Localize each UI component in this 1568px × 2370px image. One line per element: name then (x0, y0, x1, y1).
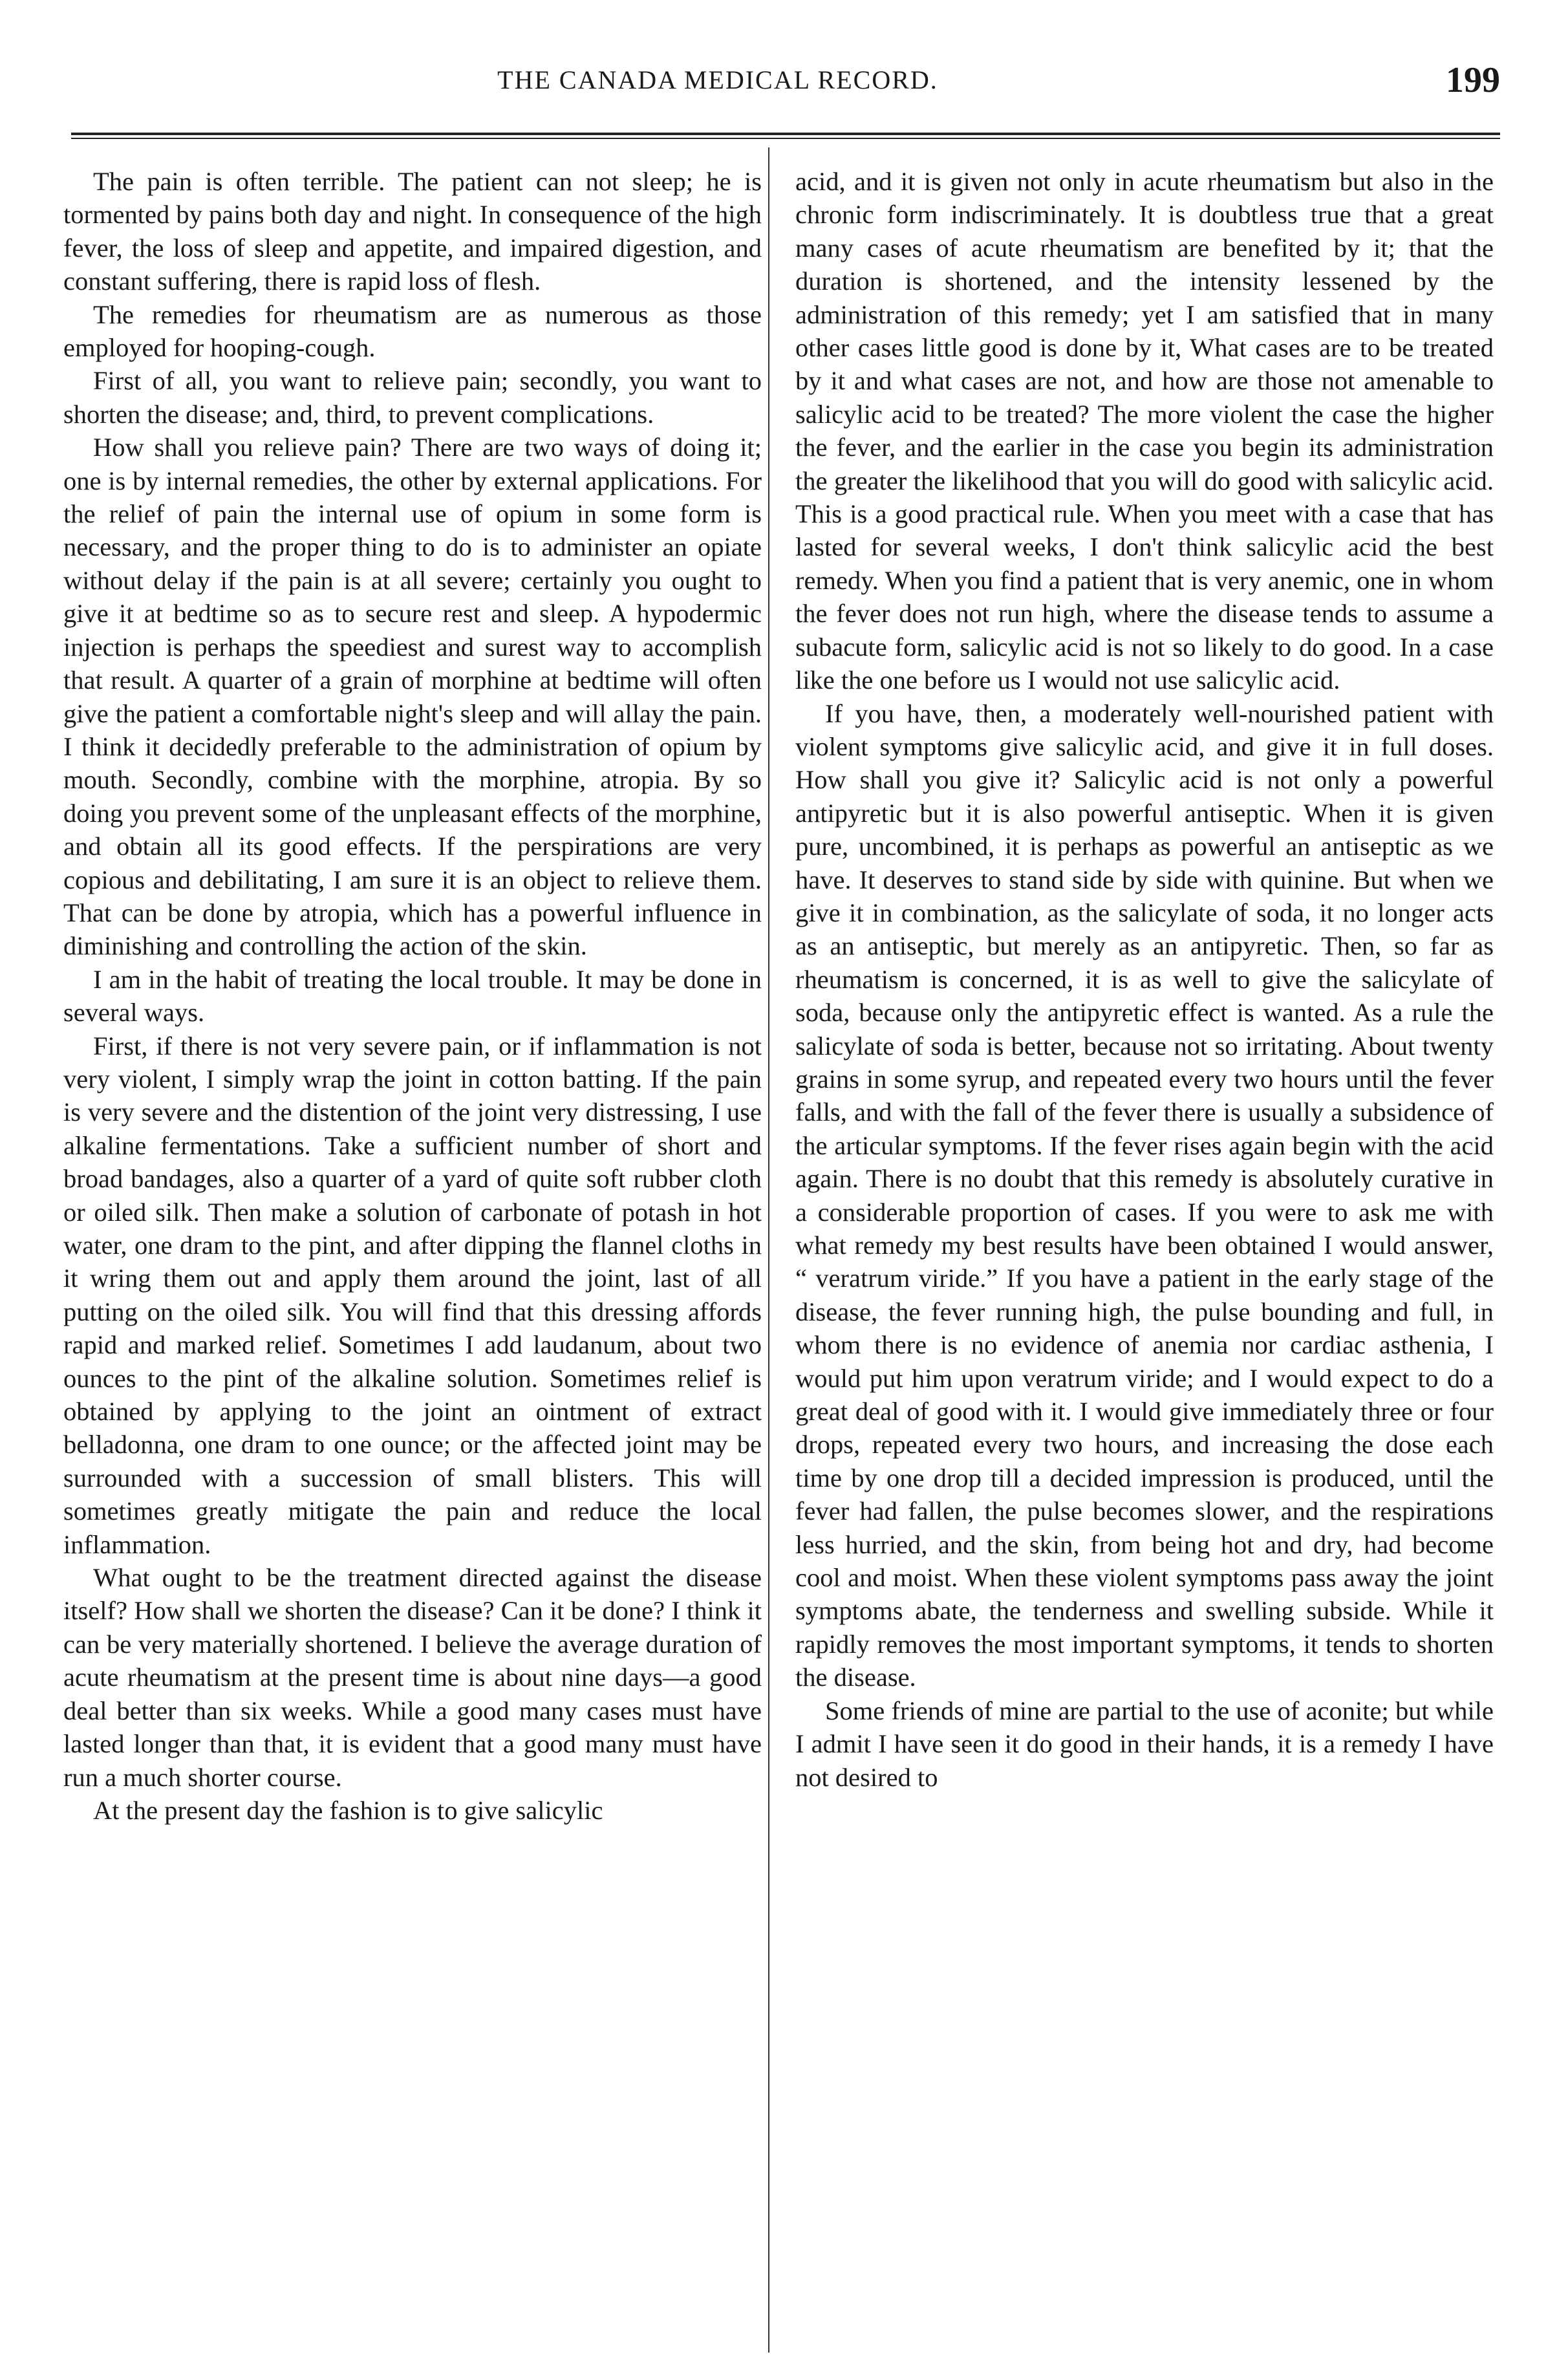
column-divider (768, 147, 769, 2353)
journal-title: THE CANADA MEDICAL RECORD. (497, 65, 938, 94)
header-rule-thick (71, 133, 1500, 135)
paragraph: If you have, then, a moderately well-nourished patient with violent symptoms give salicylic acid, and give it in full doses. How shall you give it? Salicylic acid is not only a powerful antipyretic but it is also powerful antiseptic. When it is given pure, uncombined, it is perhaps as powerful an antiseptic as we have. It deserves to stand side by side with quinine. But when we give it in combination, as the salicylate of soda, it no longer acts as an antiseptic, but merely as an antipyretic. Then, so far as rheumatism is concerned, it is as well to give the salicylate of soda, because only the antipyretic effect is wanted. As a rule the salicylate of soda is better, because not so irritating. About twenty grains in some syrup, and repeated every two hours until the fever falls, and with the fall of the fever there is usually a subsidence of the articular symptoms. If the fever rises again begin with the acid again. There is no doubt that this remedy is absolutely curative in a considerable proportion of cases. If you were to ask me with what remedy my best results have been obtained I would answer, “ veratrum viride.” If you have a patient in the early stage of the disease, the fever running high, the pulse bounding and full, in whom there is no evidence of anemia nor cardiac asthenia, I would put him upon veratrum viride; and I would expect to do a great deal of good with it. I would give immediately three or four drops, repeated every two hours, and increasing the dose each time by one drop till a decided impression is produced, until the fever had fallen, the pulse becomes slower, and the respirations less hurried, and the skin, from being hot and dry, had become cool and moist. When these violent symptoms pass away the joint symptoms abate, the tenderness and swelling subside. While it rapidly removes the most important symptoms, it tends to shorten the disease. (795, 698, 1494, 1692)
paragraph: How shall you relieve pain? There are two ways of doing it; one is by internal remedies, the other by external applications. For the relief of pain the internal use of opium in some form is necessary, and the proper thing to do is to administer an opiate without delay if the pain is at all severe; certainly you ought to give it at bedtime so as to secure rest and sleep. A hypodermic injection is perhaps the speediest and surest way to accomplish that result. A quarter of a grain of morphine at bedtime will often give the patient a comfortable night's sleep and will allay the pain. I think it decidedly preferable to the administration of opium by mouth. Secondly, combine with the morphine, atropia. By so doing you prevent some of the unpleasant effects of the morphine, and obtain all its good effects. If the perspirations are very copious and debilitating, I am sure it is an object to relieve them. That can be done by atropia, which has a powerful influence in diminishing and controlling the action of the skin. (63, 433, 762, 961)
paragraph: First, if there is not very severe pain, or if inflammation is not very violent, I simply wrap the joint in cotton batting. If the pain is very severe and the distention of the joint very distressing, I use alkaline fermentations. Take a sufficient number of short and broad bandages, also a quarter of a yard of quite soft rubber cloth or oiled silk. Then make a solution of carbonate of potash in hot water, one dram to the pint, and after dipping the flannel cloths in it wring them out and apply them around the joint, last of all putting on the oiled silk. You will find that this dressing affords rapid and marked relief. Sometimes I add laudanum, about two ounces to the pint of the alkaline solution. Sometimes relief is obtained by applying to the joint an ointment of extract belladonna, one dram to one ounce; or the affected joint may be surrounded with a succession of small blisters. This will sometimes greatly mitigate the pain and reduce the local inflammation. (63, 1031, 762, 1559)
paragraph: acid, and it is given not only in acute rheumatism but also in the chronic form indiscriminately. It is doubtless true that a great many cases of acute rheumatism are benefited by it; that the duration is shortened, and the intensity lessened by the administration of this remedy; yet I am satisfied that in many other cases little good is done by it, What cases are to be treated by it and what cases are not, and how are those not amenable to salicylic acid to be treated? The more violent the case the higher the fever, and the earlier in the case you begin its administration the greater the likelihood that you will do good with salicylic acid. This is a good practical rule. When you meet with a case that has lasted for several weeks, I don't think salicylic acid the best remedy. When you find a patient that is very anemic, one in whom the fever does not run high, where the disease tends to assume a subacute form, salicylic acid is not so likely to do good. In a case like the one before us I would not use salicylic acid. (795, 167, 1494, 695)
paragraph: The pain is often terrible. The patient can not sleep; he is tormented by pains both day and night. In consequence of the high fever, the loss of sleep and appetite, and impaired digestion, and constant suffering, there is rapid loss of flesh. (63, 167, 762, 296)
left-column (63, 165, 762, 2351)
running-header (71, 59, 1500, 118)
paragraph: Some friends of mine are partial to the use of aconite; but while I admit I have seen it do good in their hands, it is a remedy I have not desired to (795, 1696, 1494, 1792)
paragraph: At the present day the fashion is to give salicylic (93, 1795, 603, 1825)
paragraph: I am in the habit of treating the local trouble. It may be done in several ways. (63, 964, 762, 1028)
page-number: 199 (1446, 60, 1500, 100)
paragraph: The remedies for rheumatism are as numerous as those employed for hooping-cough. (63, 299, 762, 363)
paragraph: What ought to be the treatment directed against the disease itself? How shall we shorten the disease? Can it be done? I think it can be very materially shortened. I believe the average duration of acute rheumatism at the present time is about nine days—a good deal better than six weeks. While a good many cases must have lasted longer than that, it is evident that a good many must have run a much shorter course. (63, 1563, 762, 1792)
right-column (795, 165, 1494, 2351)
header-rule-thin (71, 138, 1500, 139)
paragraph: First of all, you want to relieve pain; secondly, you want to shorten the disease; and, third, to prevent complications. (63, 366, 762, 429)
